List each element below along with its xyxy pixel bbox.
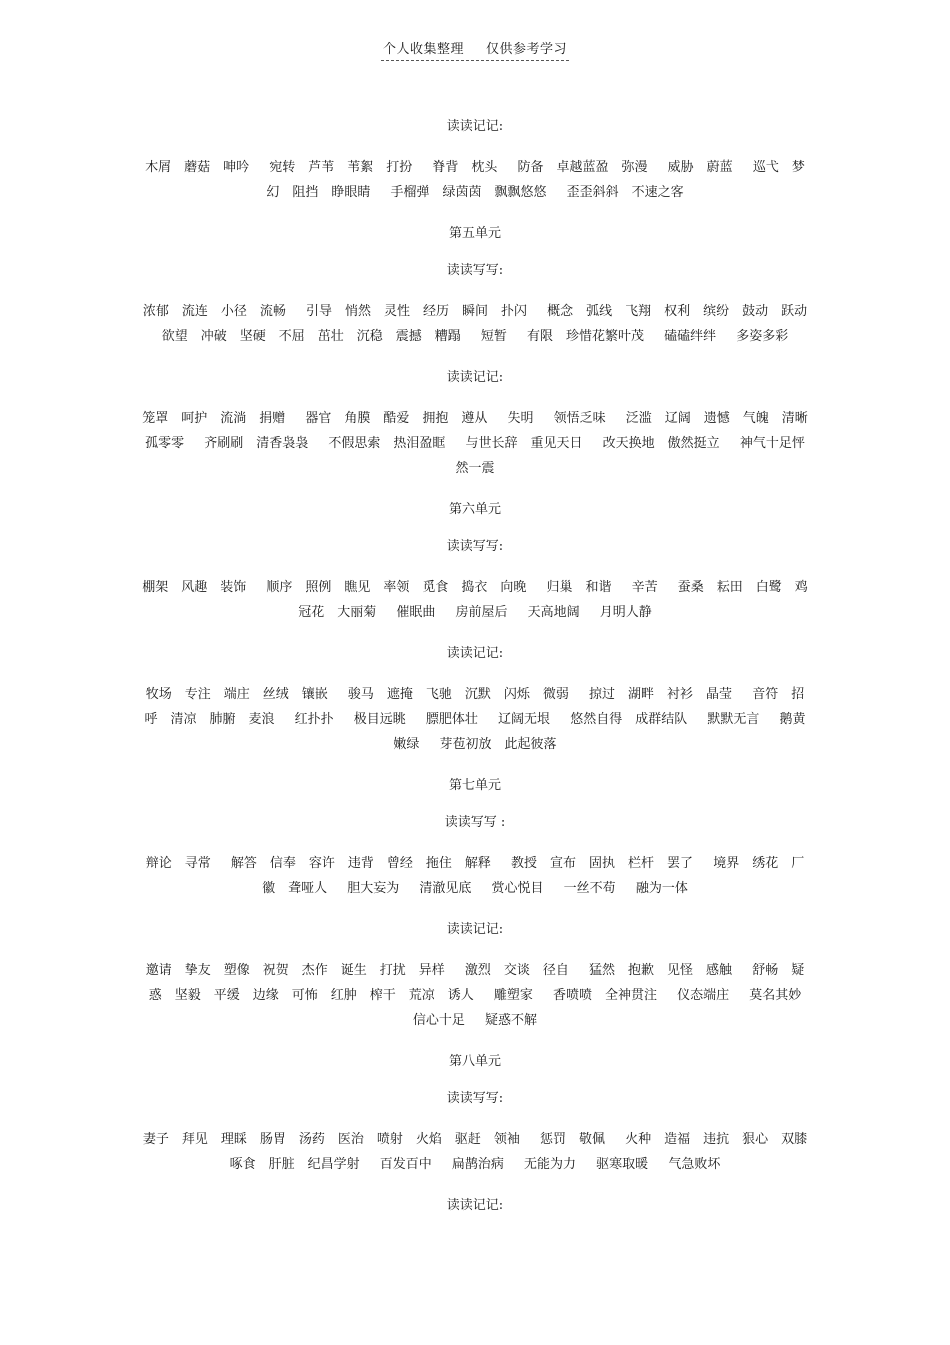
unit-heading: 第五单元 — [448, 226, 501, 241]
section-label: 读读写写: — [446, 263, 504, 278]
vocabulary-paragraph: 棚架 风趣 装饰 顺序 照例 瞧见 率领 觅食 捣衣 向晚 归巢 和谐 辛苦 蚕桑 耘田 白鹭 鸡冠花 大丽菊 催眠曲 房前屋后 天高地阔 月明人静 — [142, 580, 808, 620]
vocabulary-paragraph: 邀请 挚友 塑像 祝贺 杰作 诞生 打扰 异样 激烈 交谈 径自 猛然 抱歉 见怪 感触 舒畅 疑惑 坚毅 平缓 边缘 可怖 红肿 榨干 荒凉 诱人 雕塑家 香喷喷 全神贯注 仪态端庄 莫名其妙 信心十足 疑惑不解 — [145, 963, 822, 1028]
section-label: 读读记记: — [446, 370, 504, 385]
vocabulary-paragraph: 浓郁 流连 小径 流畅 引导 悄然 灵性 经历 瞬间 扑闪 概念 弧线 飞翔 权利 缤纷 鼓动 跃动 欲望 冲破 坚硬 不屈 茁壮 沉稳 震撼 糟蹋 短暂 有限 珍惜花繁叶茂 磕磕绊绊 多姿多彩 — [142, 304, 821, 344]
vocabulary-paragraph: 妻子 拜见 理睬 肠胃 汤药 医治 喷射 火焰 驱赶 领袖 惩罚 敬佩 火种 造福 违抗 狠心 双膝 啄食 肝脏 纪昌学射 百发百中 扁鹊治病 无能为力 驱寒取暖 气急败坏 — [142, 1132, 828, 1172]
section-label: 读读写写: — [446, 1091, 504, 1106]
vocabulary-paragraph: 辩论 寻常 解答 信奉 容许 违背 曾经 拖住 解释 教授 宣布 固执 栏杆 罢了 境界 绣花 厂徽 聋哑人 胆大妄为 清澈见底 赏心悦目 一丝不苟 融为一体 — [145, 856, 805, 896]
section-label: 读读记记: — [446, 922, 504, 937]
unit-heading: 第七单元 — [448, 778, 501, 793]
section-label: 读读记记: — [446, 646, 504, 661]
vocabulary-paragraph: 牧场 专注 端庄 丝绒 镶嵌 骏马 遮掩 飞驰 沉默 闪烁 微弱 掠过 湖畔 衬衫 晶莹 音符 招呼 清凉 肺腑 麦浪 红扑扑 极目远眺 膘肥体壮 辽阔无垠 悠然自得 成群结队 默默无言 鹅黄嫩绿 芽苞初放 此起彼落 — [144, 687, 806, 752]
document-body — [140, 112, 828, 1234]
section-label: 读读记记: — [446, 1198, 504, 1213]
unit-heading: 第六单元 — [448, 502, 501, 517]
header-left-text: 个人收集整理 — [382, 42, 464, 57]
vocabulary-paragraph: 笼罩 呵护 流淌 捐赠 器官 角膜 酷爱 拥抱 遵从 失明 领悟乏味 泛滥 辽阔 遗憾 气魄 清晰 孤零零 齐刷刷 清香袅袅 不假思索 热泪盈眶 与世长辞 重见天日 改天换地 傲然挺立 神气十足怦然一震 — [142, 411, 821, 476]
page-header — [0, 38, 950, 61]
header-banner — [381, 38, 569, 61]
section-label: 读读记记: — [446, 119, 504, 134]
vocabulary-paragraph: 木屑 蘑菇 呻吟 宛转 芦苇 苇絮 打扮 脊背 枕头 防备 卓越蓝盈 弥漫 威胁 蔚蓝 巡弋 梦幻 阻挡 睁眼睛 手榴弹 绿茵茵 飘飘悠悠 歪歪斜斜 不速之客 — [145, 160, 805, 200]
header-right-text: 仅供参考学习 — [486, 42, 568, 57]
section-label: 读读写写 : — [444, 815, 506, 830]
unit-heading: 第八单元 — [448, 1054, 501, 1069]
section-label: 读读写写: — [446, 539, 504, 554]
